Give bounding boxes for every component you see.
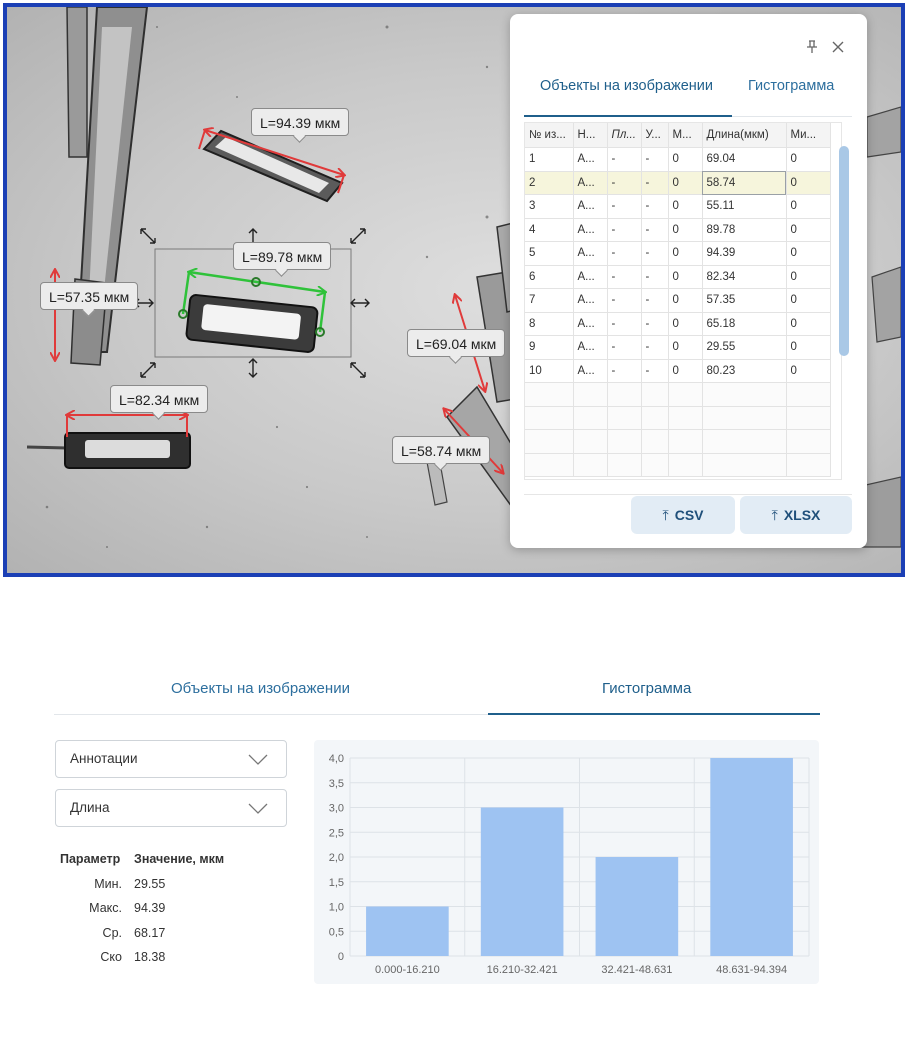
empty-cell: [525, 383, 573, 407]
col-header[interactable]: Длина(мкм): [702, 123, 786, 148]
table-row[interactable]: [525, 218, 830, 242]
upload-icon: ⤒: [662, 506, 669, 523]
stats-key: Ср.: [102, 925, 122, 940]
table-cell[interactable]: 0: [786, 312, 830, 336]
table-cell[interactable]: -: [607, 265, 641, 289]
table-row[interactable]: [525, 195, 830, 219]
table-cell[interactable]: -: [641, 312, 668, 336]
empty-cell: [525, 430, 573, 454]
table-cell[interactable]: -: [607, 289, 641, 313]
table-cell[interactable]: 69.04: [702, 148, 786, 172]
table-cell[interactable]: 0: [786, 218, 830, 242]
metric-select-value: Длина: [70, 800, 110, 815]
empty-cell: [641, 383, 668, 407]
empty-row: [525, 383, 830, 407]
table-cell[interactable]: А...: [573, 336, 607, 360]
y-tick-label: 0,5: [328, 926, 344, 939]
table-cell[interactable]: 0: [668, 148, 702, 172]
table-cell[interactable]: А...: [573, 195, 607, 219]
table-cell[interactable]: 0: [668, 171, 702, 195]
table-row[interactable]: [525, 242, 830, 266]
active-tab-indicator: [524, 115, 732, 117]
y-tick-label: 4,0: [328, 753, 344, 765]
measurement-label-selected[interactable]: L=89.78 мкм: [233, 242, 331, 270]
table-cell[interactable]: 0: [786, 242, 830, 266]
empty-cell: [607, 406, 641, 430]
x-tick-label: 16.210-32.421: [486, 964, 558, 976]
table-cell[interactable]: 9: [525, 336, 573, 360]
table-cell[interactable]: -: [641, 171, 668, 195]
table-cell[interactable]: 6: [525, 265, 573, 289]
empty-cell: [702, 453, 786, 477]
table-cell[interactable]: -: [641, 195, 668, 219]
empty-cell: [573, 383, 607, 407]
empty-cell: [525, 453, 573, 477]
table-cell[interactable]: 4: [525, 218, 573, 242]
table-cell[interactable]: 0: [668, 359, 702, 383]
stats-key: Ско: [100, 950, 122, 964]
chevron-down-icon: [248, 802, 268, 820]
image-viewer[interactable]: [3, 3, 905, 577]
table-cell[interactable]: 2: [525, 171, 573, 195]
x-tick-label: 48.631-94.394: [716, 964, 788, 976]
stats-value: 29.55: [134, 876, 166, 891]
objects-table[interactable]: [524, 122, 842, 480]
table-cell[interactable]: 57.35: [702, 289, 786, 313]
table-cell[interactable]: 10: [525, 359, 573, 383]
table-cell[interactable]: -: [607, 359, 641, 383]
table-cell[interactable]: 8: [525, 312, 573, 336]
export-xlsx-label: XLSX: [783, 507, 821, 523]
table-cell[interactable]: 89.78: [702, 218, 786, 242]
empty-cell: [641, 430, 668, 454]
y-tick-label: 1,5: [328, 876, 344, 889]
x-tick-label: 0.000-16.210: [374, 964, 440, 976]
table-cell[interactable]: -: [641, 242, 668, 266]
export-csv-label: CSV: [674, 507, 704, 523]
empty-cell: [668, 406, 702, 430]
empty-cell: [786, 406, 830, 430]
table-cell[interactable]: А...: [573, 218, 607, 242]
empty-cell: [668, 453, 702, 477]
col-header[interactable]: Н...: [573, 123, 607, 148]
objects-panel: [510, 14, 867, 548]
stats-value: 94.39: [134, 901, 166, 915]
y-tick-label: 3,5: [328, 777, 344, 790]
table-cell[interactable]: 0: [668, 242, 702, 266]
table-cell[interactable]: 0: [786, 336, 830, 360]
table-cell[interactable]: А...: [573, 148, 607, 172]
table-cell[interactable]: 0: [668, 336, 702, 360]
table-cell[interactable]: 0: [668, 195, 702, 219]
close-icon[interactable]: [832, 40, 844, 57]
y-tick-label: 1,0: [328, 901, 344, 914]
table-cell[interactable]: 0: [786, 289, 830, 313]
table-cell[interactable]: 0: [786, 265, 830, 289]
empty-row: [525, 430, 830, 454]
table-cell[interactable]: -: [607, 242, 641, 266]
table-cell[interactable]: А...: [573, 289, 607, 313]
table-cell[interactable]: -: [641, 218, 668, 242]
table-row[interactable]: [525, 171, 830, 195]
table-cell[interactable]: -: [641, 289, 668, 313]
empty-cell: [607, 383, 641, 407]
table-cell[interactable]: А...: [573, 312, 607, 336]
table-cell[interactable]: 1: [525, 148, 573, 172]
bar: [710, 758, 793, 956]
table-row[interactable]: [525, 336, 830, 360]
table-cell[interactable]: -: [607, 171, 641, 195]
table-cell[interactable]: 5: [525, 242, 573, 266]
table-cell[interactable]: 29.55: [702, 336, 786, 360]
measurement-label[interactable]: L=57.35 мкм: [40, 282, 138, 310]
table-cell[interactable]: -: [607, 336, 641, 360]
col-header[interactable]: Ми...: [786, 123, 830, 148]
stats-value: 68.17: [134, 925, 166, 940]
table-cell[interactable]: А...: [573, 171, 607, 195]
bar: [481, 808, 564, 957]
histogram-chart: [314, 740, 819, 984]
empty-cell: [641, 406, 668, 430]
panel-tabs: [524, 68, 852, 117]
table-cell[interactable]: 0: [668, 265, 702, 289]
table-cell[interactable]: 0: [786, 195, 830, 219]
empty-cell: [702, 406, 786, 430]
table-cell[interactable]: -: [641, 148, 668, 172]
empty-cell: [641, 453, 668, 477]
table-row[interactable]: [525, 265, 830, 289]
empty-cell: [668, 383, 702, 407]
y-tick-label: 2,5: [328, 827, 344, 840]
tab-objects[interactable]: Объекты на изображении: [171, 680, 350, 697]
bar: [596, 857, 679, 956]
table-cell[interactable]: 0: [668, 289, 702, 313]
y-tick-label: 2,0: [328, 852, 344, 864]
table-cell[interactable]: А...: [573, 265, 607, 289]
stats-header-param: Параметр: [60, 852, 121, 866]
empty-cell: [525, 406, 573, 430]
table-cell[interactable]: 58.74: [702, 171, 786, 195]
table-cell[interactable]: 0: [786, 359, 830, 383]
export-csv-button[interactable]: [631, 496, 735, 534]
table-cell[interactable]: 7: [525, 289, 573, 313]
table-row[interactable]: [525, 289, 830, 313]
export-xlsx-button[interactable]: [740, 496, 852, 534]
table-cell[interactable]: -: [607, 218, 641, 242]
table-cell[interactable]: 0: [786, 171, 830, 195]
col-header[interactable]: Пл...: [607, 123, 641, 148]
table-row[interactable]: [525, 359, 830, 383]
x-tick-label: 32.421-48.631: [601, 964, 673, 976]
table-row[interactable]: [525, 312, 830, 336]
tab-histogram[interactable]: Гистограмма: [748, 78, 835, 94]
stats-value: 18.38: [134, 950, 166, 964]
stats-header-value: Значение, мкм: [134, 852, 225, 866]
empty-cell: [668, 430, 702, 454]
table-cell[interactable]: -: [607, 148, 641, 172]
metric-select[interactable]: [55, 789, 287, 827]
empty-cell: [786, 430, 830, 454]
table-cell[interactable]: -: [607, 312, 641, 336]
tab-objects[interactable]: Объекты на изображении: [540, 78, 713, 94]
table-cell[interactable]: -: [641, 265, 668, 289]
histogram-svg: [314, 740, 819, 984]
empty-cell: [786, 383, 830, 407]
empty-cell: [573, 430, 607, 454]
chevron-down-icon: [248, 753, 268, 771]
table-cell[interactable]: 65.18: [702, 312, 786, 336]
divider: [524, 494, 852, 495]
table-cell[interactable]: -: [607, 195, 641, 219]
empty-row: [525, 406, 830, 430]
measurement-label[interactable]: L=69.04 мкм: [407, 329, 505, 357]
annotation-select-value: Аннотации: [70, 751, 138, 766]
measurement-label[interactable]: L=82.34 мкм: [110, 385, 208, 413]
table-cell[interactable]: 3: [525, 195, 573, 219]
y-tick-label: 0: [337, 951, 344, 963]
table-cell[interactable]: 0: [786, 148, 830, 172]
empty-cell: [573, 453, 607, 477]
table-cell[interactable]: 0: [668, 218, 702, 242]
measurement-label[interactable]: L=94.39 мкм: [251, 108, 349, 136]
annotation-select[interactable]: [55, 740, 287, 778]
table-cell[interactable]: А...: [573, 242, 607, 266]
bar: [366, 907, 449, 957]
table-header-row: [525, 123, 830, 148]
stats-key: Макс.: [89, 901, 122, 915]
empty-cell: [702, 383, 786, 407]
table-row[interactable]: [525, 148, 830, 172]
table-cell[interactable]: 82.34: [702, 265, 786, 289]
table-cell[interactable]: -: [641, 359, 668, 383]
col-header[interactable]: М...: [668, 123, 702, 148]
empty-cell: [607, 430, 641, 454]
empty-cell: [786, 453, 830, 477]
table-cell[interactable]: 0: [668, 312, 702, 336]
table-cell[interactable]: 80.23: [702, 359, 786, 383]
table-cell[interactable]: 94.39: [702, 242, 786, 266]
tab-histogram[interactable]: Гистограмма: [602, 680, 692, 697]
pin-icon[interactable]: [806, 40, 818, 58]
col-header[interactable]: № из...: [525, 123, 573, 148]
table-cell[interactable]: 55.11: [702, 195, 786, 219]
table-scrollbar[interactable]: [839, 146, 849, 356]
upload-icon: ⤒: [771, 506, 778, 523]
empty-cell: [573, 406, 607, 430]
y-tick-label: 3,0: [328, 802, 344, 815]
empty-row: [525, 453, 830, 477]
empty-cell: [607, 453, 641, 477]
col-header[interactable]: У...: [641, 123, 668, 148]
measurement-label[interactable]: L=58.74 мкм: [392, 436, 490, 464]
stats-key: Мин.: [94, 876, 122, 891]
table-cell[interactable]: А...: [573, 359, 607, 383]
active-tab-indicator: [488, 713, 820, 715]
empty-cell: [702, 430, 786, 454]
histogram-tabs: [54, 666, 820, 715]
table-cell[interactable]: -: [641, 336, 668, 360]
